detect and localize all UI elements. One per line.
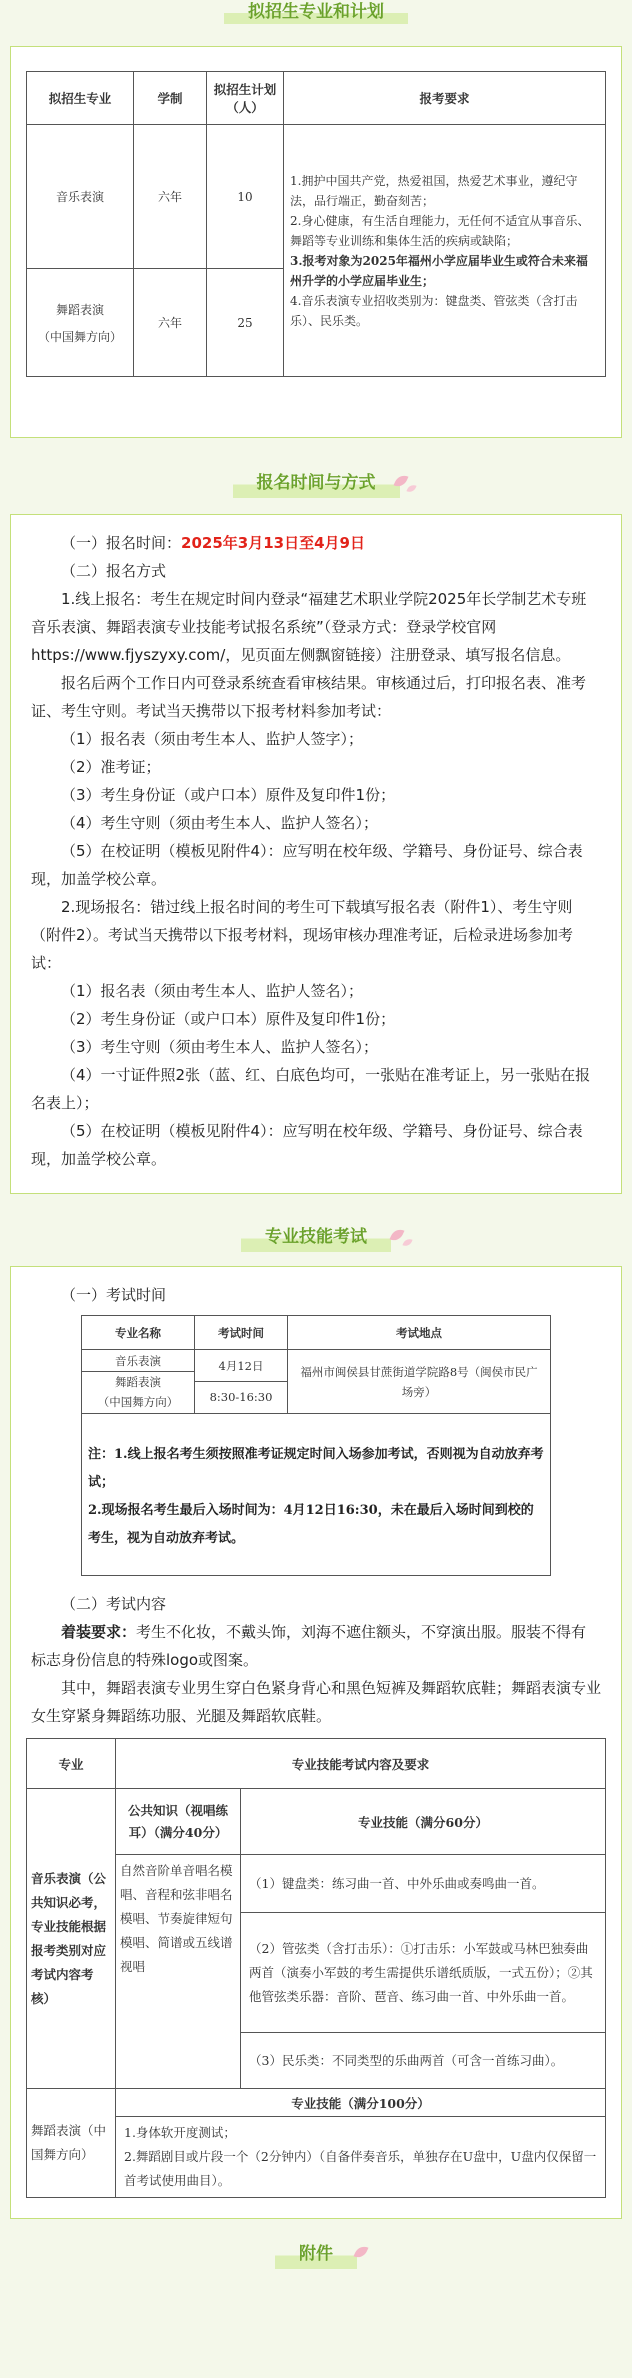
exam-notes bbox=[82, 1414, 551, 1576]
exam-note: 注：1.线上报名考生须按照准考证规定时间入场参加考试，否则视为自动放弃考试； bbox=[88, 1446, 544, 1490]
signup-time-label: （一）报名时间： bbox=[61, 534, 182, 552]
dress-extra: 其中，舞蹈表演专业男生穿白色紧身背心和黑色短裤及舞蹈软底鞋；舞蹈表演专业女生穿紧身舞蹈练功服、光腿及舞蹈软底鞋。 bbox=[31, 1679, 602, 1725]
music-public-body: 自然音阶单音唱名模唱、音程和弦非唱名模唱、节奏旋律短句模唱、简谱或五线谱视唱 bbox=[116, 1855, 241, 2089]
exam-major: 舞蹈表演 bbox=[115, 1375, 161, 1389]
petal-icon bbox=[406, 483, 416, 494]
table-row bbox=[27, 2089, 606, 2117]
petal-icon bbox=[390, 1227, 405, 1244]
plan-panel bbox=[10, 46, 622, 438]
dress-text: 考生不化妆，不戴头饰，刘海不遮住额头，不穿演出服。服装不得有标志身份信息的特殊logo或图案。 bbox=[31, 1623, 587, 1669]
table-row bbox=[27, 125, 606, 269]
exam-notes-row bbox=[82, 1414, 551, 1576]
section-title-exam: 专业技能考试 bbox=[241, 1222, 391, 1252]
exam-date: 4月12日 bbox=[195, 1351, 287, 1382]
list-item: （4）一寸证件照2张（蓝、红、白底色均可，一张贴在准考证上，另一张贴在报名表上）； bbox=[31, 1066, 591, 1112]
list-item: （2）准考证； bbox=[61, 758, 161, 776]
col-time: 考试时间 bbox=[195, 1316, 288, 1350]
requirement-item: 3.报考对象为2025年福州小学应届毕业生或符合未来福州升学的小学应届毕业生； bbox=[290, 253, 588, 288]
petal-icon bbox=[402, 1237, 412, 1248]
dance-items bbox=[116, 2117, 606, 2198]
row-count: 10 bbox=[207, 125, 284, 269]
signup-method-label: （二）报名方式 bbox=[61, 562, 167, 580]
dance-item: 2.舞蹈剧目或片段一个（2分钟内）（自备伴奏音乐，单独存在U盘中，U盘内仅保留一首考试使用曲目）。 bbox=[124, 2149, 597, 2188]
section-header-signup bbox=[0, 468, 632, 504]
exam-content-text bbox=[11, 1576, 621, 1730]
list-item: （1）报名表（须由考生本人、监护人签字）； bbox=[61, 730, 364, 748]
list-item: （2）考生身份证（或户口本）原件及复印件1份； bbox=[61, 1010, 396, 1028]
exam-majors-cell bbox=[82, 1350, 195, 1414]
signup-online: 1.线上报名：考生在规定时间内登录“福建艺术职业学院2025年长学制艺术专班音乐表演、舞蹈表演专业技能考试报名系统”（登录方式：登录学校官网https://www.fjyszyxy.com/，见页面左侧飘窗链接）注册登录、填写报名信息。 bbox=[31, 590, 587, 664]
col-major: 拟招生专业 bbox=[27, 72, 134, 125]
requirements-cell bbox=[284, 125, 606, 377]
section-title-next: 附件 bbox=[275, 2239, 357, 2269]
dance-item: 1.身体软开度测试； bbox=[124, 2125, 236, 2140]
row-count: 25 bbox=[207, 269, 284, 377]
exam-text bbox=[11, 1267, 621, 1309]
signup-time-value: 2025年3月13日至4月9日 bbox=[181, 534, 365, 552]
content-table-header bbox=[27, 1739, 606, 1789]
table-row bbox=[82, 1350, 551, 1414]
col-major: 专业名称 bbox=[82, 1316, 195, 1350]
row-years: 六年 bbox=[134, 125, 207, 269]
list-item: （4）考生守则（须由考生本人、监护人签名）； bbox=[61, 814, 379, 832]
exam-place: 福州市闽侯县甘蔗街道学院路8号（闽侯市民广场旁） bbox=[288, 1350, 551, 1414]
col-requirements: 报考要求 bbox=[284, 72, 606, 125]
music-skill-head: 专业技能（满分60分） bbox=[241, 1789, 606, 1855]
list-item: （5）在校证明（模板见附件4）：应写明在校年级、学籍号、身份证号、综合表现，加盖学校公章。 bbox=[31, 842, 583, 888]
signup-time-line bbox=[31, 529, 601, 557]
col-major: 专业 bbox=[27, 1739, 116, 1789]
requirement-item: 2.身心健康，有生活自理能力，无任何不适宜从事音乐、舞蹈等专业训练和集体生活的疾病或缺陷； bbox=[290, 213, 590, 248]
dress-label: 着装要求： bbox=[61, 1623, 137, 1641]
music-skill-item: （1）键盘类：练习曲一首、中外乐曲或奏鸣曲一首。 bbox=[241, 1855, 606, 1913]
exam-panel bbox=[10, 1266, 622, 2219]
section-title-signup: 报名时间与方式 bbox=[233, 468, 400, 498]
row-major bbox=[27, 269, 134, 377]
plan-table-header bbox=[27, 72, 606, 125]
exam-content-table bbox=[26, 1738, 606, 2198]
dance-major: 舞蹈表演（中国舞方向） bbox=[27, 2089, 116, 2198]
section-header-exam bbox=[0, 1222, 632, 1258]
table-row bbox=[27, 1789, 606, 1855]
dress-requirement bbox=[31, 1618, 601, 1674]
list-item: （5）在校证明（模板见附件4）：应写明在校年级、学籍号、身份证号、综合表现，加盖学校公章。 bbox=[31, 1122, 583, 1168]
music-skill-item: （2）管弦类（含打击乐）：①打击乐：小军鼓或马林巴独奏曲两首（演奏小军鼓的考生需提供乐谱纸质版，一式五份）；②其他管弦类乐器：音阶、琶音、练习曲一首、中外乐曲一首。 bbox=[241, 1913, 606, 2033]
col-count bbox=[207, 72, 284, 125]
requirement-item: 4.音乐表演专业招收类别为：键盘类、管弦类（含打击乐）、民乐类。 bbox=[290, 293, 578, 328]
plan-table bbox=[26, 71, 606, 377]
section-title-plan: 拟招生专业和计划 bbox=[224, 0, 408, 24]
requirement-item: 1.拥护中国共产党，热爱祖国，热爱艺术事业，遵纪守法，品行端正，勤奋刻苦； bbox=[290, 173, 578, 208]
section-header-next bbox=[0, 2239, 632, 2275]
list-item: （1）报名表（须由考生本人、监护人签名）； bbox=[61, 982, 364, 1000]
dance-skill-head: 专业技能（满分100分） bbox=[116, 2089, 606, 2117]
row-major-name: 舞蹈表演 bbox=[55, 302, 104, 317]
signup-text bbox=[11, 515, 621, 1193]
exam-major-sub: （中国舞方向） bbox=[97, 1395, 179, 1409]
exam-time-cell bbox=[195, 1350, 288, 1414]
col-years: 学制 bbox=[134, 72, 207, 125]
list-item: （3）考生身份证（或户口本）原件及复印件1份； bbox=[61, 786, 396, 804]
exam-major: 音乐表演 bbox=[82, 1351, 194, 1372]
exam-hours: 8:30-16:30 bbox=[209, 1390, 273, 1404]
section-header-plan bbox=[0, 0, 632, 30]
col-count-label: 拟招生计划（人） bbox=[213, 82, 277, 115]
exam-content-heading: （二）考试内容 bbox=[61, 1595, 167, 1613]
signup-onsite: 2.现场报名：错过线上报名时间的考生可下载填写报名表（附件1）、考生守则（附件2）。考试当天携带以下报考材料，现场审核办理准考证，后检录进场参加考试： bbox=[31, 898, 574, 972]
exam-time-table bbox=[81, 1315, 551, 1576]
row-major-sub: （中国舞方向） bbox=[37, 329, 122, 344]
music-public-head: 公共知识（视唱练耳）（满分40分） bbox=[116, 1789, 241, 1855]
row-years: 六年 bbox=[134, 269, 207, 377]
signup-online-after: 报名后两个工作日内可登录系统查看审核结果。审核通过后，打印报名表、准考证、考生守则。考试当天携带以下报考材料参加考试： bbox=[31, 674, 587, 720]
exam-time-heading: （一）考试时间 bbox=[61, 1286, 167, 1304]
music-major: 音乐表演（公共知识必考，专业技能根据报考类别对应考试内容考核） bbox=[27, 1789, 116, 2089]
exam-time-header bbox=[82, 1316, 551, 1350]
exam-note: 2.现场报名考生最后入场时间为：4月12日16:30，未在最后入场时间到校的考生，视为自动放弃考试。 bbox=[88, 1502, 534, 1546]
signup-panel bbox=[10, 514, 622, 1194]
music-skill-item: （3）民乐类：不同类型的乐曲两首（可含一首练习曲）。 bbox=[241, 2033, 606, 2089]
row-major: 音乐表演 bbox=[27, 125, 134, 269]
list-item: （3）考生守则（须由考生本人、监护人签名）； bbox=[61, 1038, 379, 1056]
col-place: 考试地点 bbox=[288, 1316, 551, 1350]
col-content: 专业技能考试内容及要求 bbox=[116, 1739, 606, 1789]
